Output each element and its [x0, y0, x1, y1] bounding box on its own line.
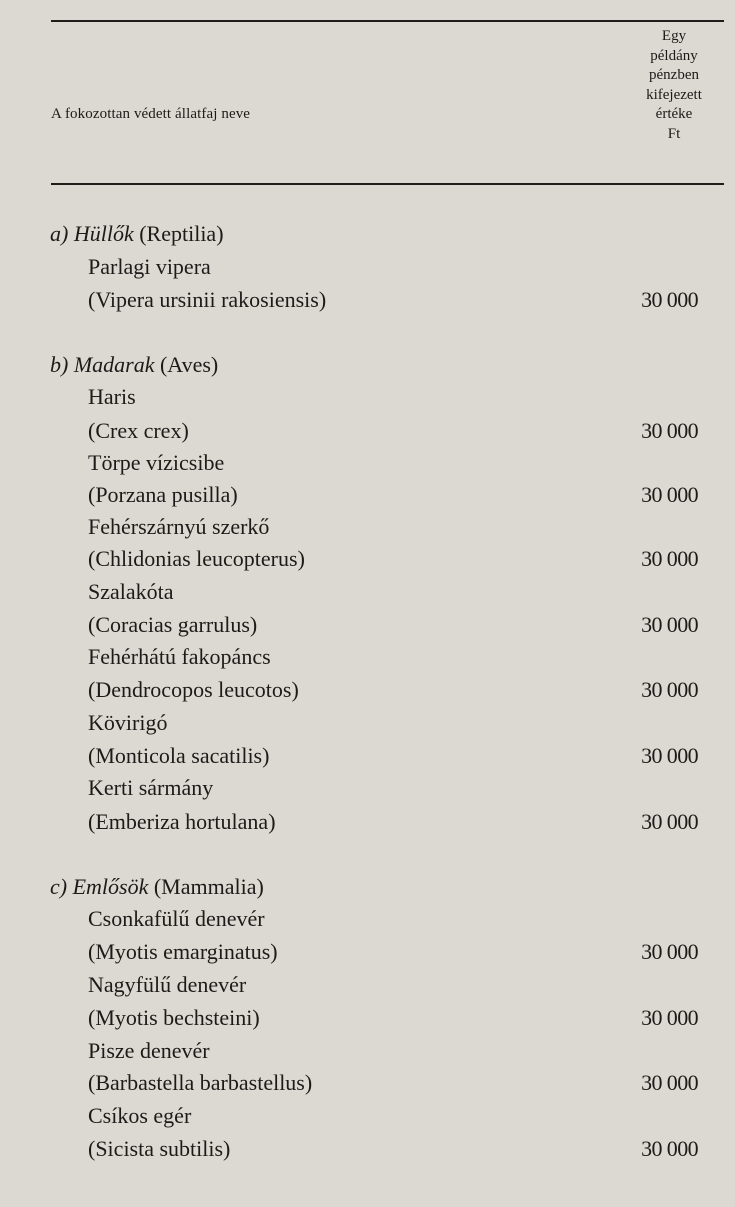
species-latin-row — [0, 936, 735, 968]
species-hungarian-name: Pisze denevér — [88, 1038, 210, 1063]
table-top-rule — [51, 20, 724, 22]
column-header-value-line: Egy — [661, 28, 687, 44]
species-latin-name: (Vipera ursinii rakosiensis) — [88, 287, 327, 312]
species-latin-row — [0, 740, 735, 772]
species-name-row — [0, 1100, 735, 1132]
column-header-value-line: kifejezett — [646, 86, 702, 103]
species-value: 30 000 — [641, 418, 698, 443]
category-name: Hüllők — [73, 221, 134, 246]
species-hungarian-name: Csíkos egér — [88, 1103, 192, 1128]
species-latin-row — [0, 415, 735, 447]
species-hungarian-name: Nagyfülű denevér — [88, 972, 247, 997]
species-latin-row — [0, 609, 735, 641]
species-hungarian-name: Kövirigó — [88, 710, 168, 735]
species-latin-row — [0, 284, 735, 316]
column-header-value-line: példány — [650, 47, 698, 64]
category-latin: (Reptilia) — [139, 221, 224, 246]
column-header-value-line: pénzben — [649, 67, 699, 83]
species-value: 30 000 — [641, 546, 698, 571]
species-name-row — [0, 641, 735, 673]
species-hungarian-name: Szalakóta — [88, 579, 174, 604]
column-header-value-line: értéke — [655, 106, 693, 122]
species-latin-name: (Myotis bechsteini) — [88, 1005, 260, 1030]
species-latin-row — [0, 479, 735, 511]
species-hungarian-name: Haris — [88, 384, 136, 409]
species-latin-name: (Chlidonias leucopterus) — [88, 546, 305, 571]
species-latin-name: (Crex crex) — [88, 418, 189, 443]
species-name-row — [0, 381, 735, 413]
species-value: 30 000 — [641, 482, 698, 507]
species-name-row — [0, 1035, 735, 1067]
category-heading-reptiles — [0, 218, 735, 250]
species-latin-name: (Dendrocopos leucotos) — [88, 677, 299, 702]
category-letter: b) — [50, 352, 69, 377]
category-heading-mammals — [0, 871, 735, 903]
category-name: Madarak — [73, 352, 155, 377]
category-letter: c) — [50, 874, 68, 899]
species-hungarian-name: Törpe vízicsibe — [88, 450, 225, 475]
species-latin-name: (Barbastella barbastellus) — [88, 1070, 313, 1095]
category-letter: a) — [50, 221, 69, 246]
species-latin-row — [0, 1002, 735, 1034]
species-latin-row — [0, 543, 735, 575]
category-latin: (Aves) — [159, 352, 219, 377]
species-latin-row — [0, 674, 735, 706]
species-value: 30 000 — [641, 809, 698, 834]
category-heading-birds — [0, 349, 735, 381]
species-value: 30 000 — [641, 287, 698, 312]
species-hungarian-name: Fehérszárnyú szerkő — [88, 514, 270, 539]
species-name-row — [0, 447, 735, 479]
column-header-species-name: A fokozottan védett állatfaj neve — [51, 106, 251, 122]
species-value: 30 000 — [641, 612, 698, 637]
species-name-row — [0, 576, 735, 608]
species-latin-name: (Monticola sacatilis) — [88, 743, 270, 768]
species-latin-row — [0, 1133, 735, 1165]
species-latin-name: (Myotis emarginatus) — [88, 939, 278, 964]
species-hungarian-name: Fehérhátú fakopáncs — [88, 644, 271, 669]
species-hungarian-name: Kerti sármány — [88, 775, 214, 800]
species-latin-name: (Emberiza hortulana) — [88, 809, 276, 834]
species-name-row — [0, 903, 735, 935]
species-latin-row — [0, 806, 735, 838]
species-value: 30 000 — [641, 1070, 698, 1095]
species-latin-name: (Porzana pusilla) — [88, 482, 238, 507]
species-name-row — [0, 707, 735, 739]
species-hungarian-name: Csonkafülű denevér — [88, 906, 265, 931]
species-name-row — [0, 969, 735, 1001]
category-name: Emlősök — [72, 874, 149, 899]
species-value: 30 000 — [641, 677, 698, 702]
species-value: 30 000 — [641, 939, 698, 964]
species-latin-name: (Coracias garrulus) — [88, 612, 258, 637]
table-header-rule — [51, 183, 724, 185]
species-value: 30 000 — [641, 1136, 698, 1161]
species-name-row — [0, 251, 735, 283]
column-header-value — [612, 27, 735, 144]
species-latin-row — [0, 1067, 735, 1099]
column-header-value-line: Ft — [667, 125, 681, 142]
species-name-row — [0, 511, 735, 543]
species-value: 30 000 — [641, 1005, 698, 1030]
species-value: 30 000 — [641, 743, 698, 768]
category-latin: (Mammalia) — [153, 874, 264, 899]
species-latin-name: (Sicista subtilis) — [88, 1136, 231, 1161]
species-name-row — [0, 772, 735, 804]
species-hungarian-name: Parlagi vipera — [88, 254, 211, 279]
